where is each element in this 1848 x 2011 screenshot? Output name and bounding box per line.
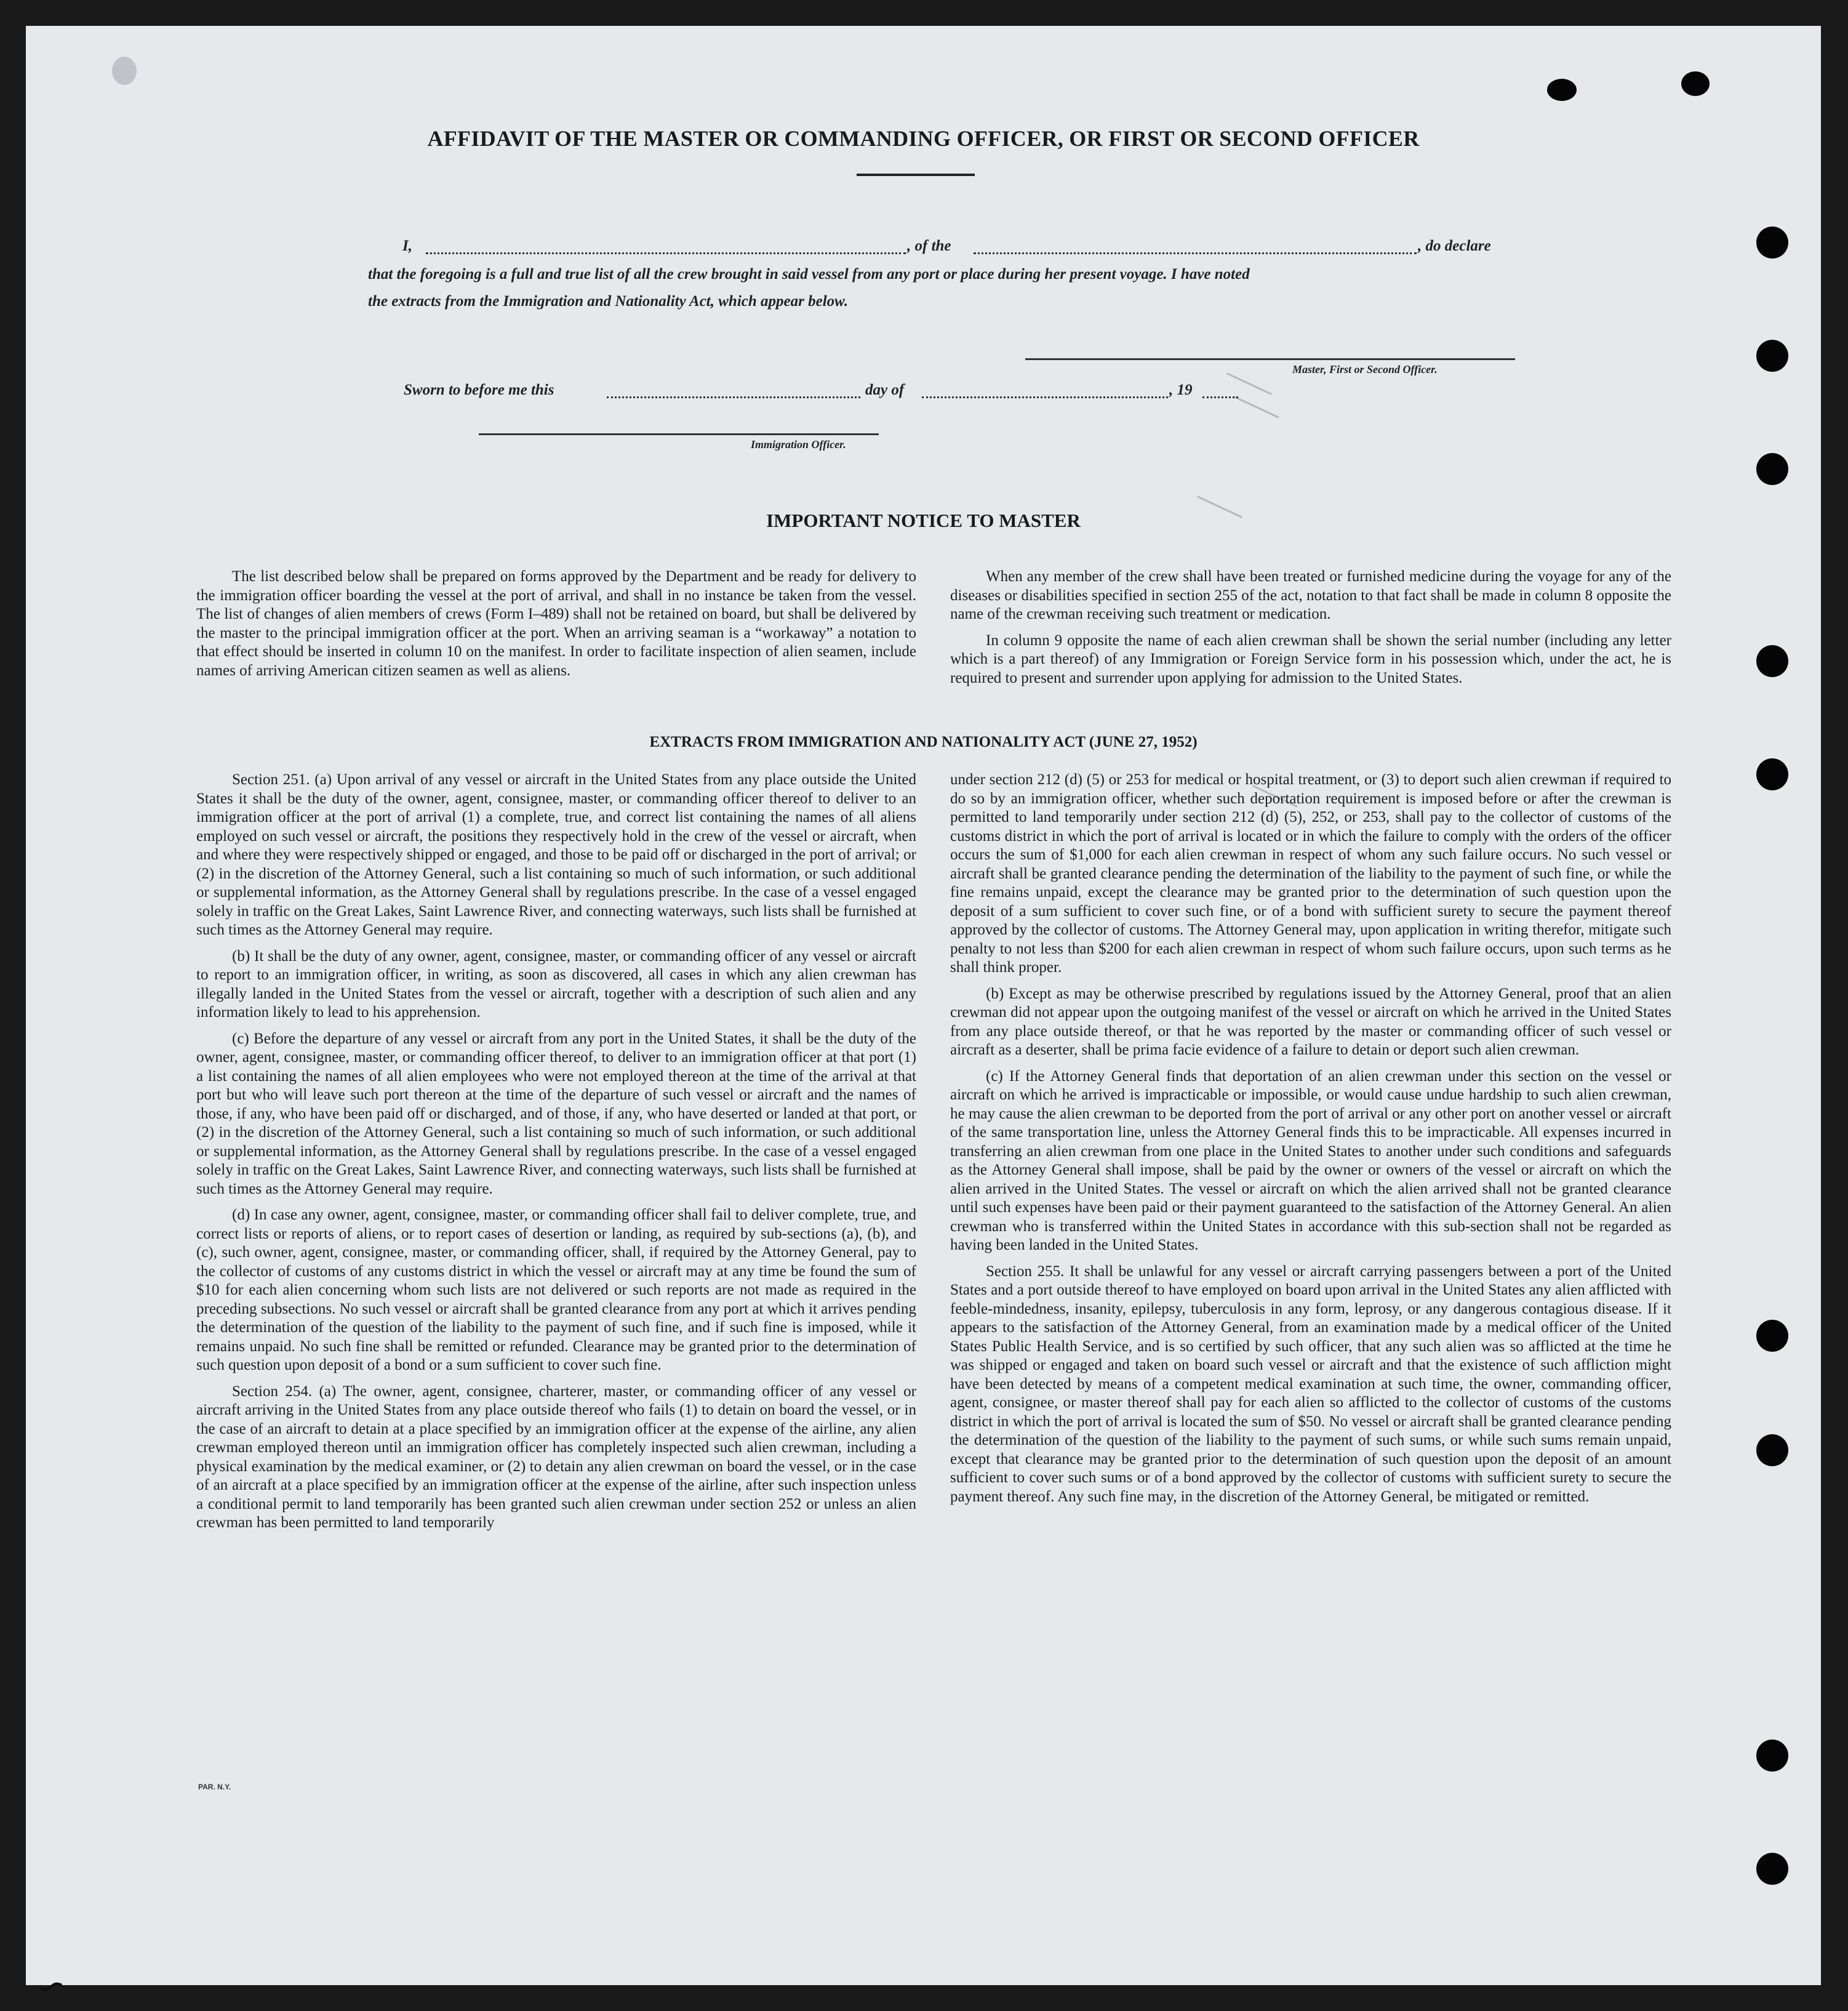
smudge-mark bbox=[112, 57, 137, 85]
binder-hole-icon bbox=[1681, 71, 1710, 96]
notice-left-paragraph: The list described below shall be prepared on forms approved by the Department and be ready for delivery to the immigration officer boarding the vessel at the port of arrival, and shall in no instance be taken from the vessel. The list of changes of alien members of crews (Form I–489) shall not be retained on board, but shall be delivered by the master to the principal immigration officer at the port. When an arriving seaman is a “workaway” a notation to that effect should be inserted in column 10 on the manifest. In order to facilitate inspection of alien seamen, include names of arriving American citizen seamen as well as aliens. bbox=[196, 568, 916, 679]
title-underline bbox=[857, 174, 975, 176]
extracts-right-column bbox=[950, 771, 1671, 1514]
sworn-day-field-line[interactable] bbox=[607, 396, 860, 398]
handwritten-mark: ∽ bbox=[30, 1961, 71, 2010]
section-251-c: (c) Before the departure of any vessel or aircraft from any port in the United States, it shall be the duty of the owner, agent, consignee, master, or commanding officer thereof, to deliver to an immigration officer at that port (1) a list containing the names of all alien employees who were not employed thereon at the time of the arrival at that port but who will leave such port thereon at the time of the departure of such vessel or aircraft and the names of those, if any, who have been paid off or discharged, and of those, if any, who have deserted or landed at that port, or (2) in the discretion of the Attorney General, such a list containing so much of such information, or such additional or supplemental information, as the Attorney General shall by regulations prescribe. In the case of a vessel engaged solely in traffic on the Great Lakes, Saint Lawrence River, and connecting waterways, such lists shall be furnished at such times as the Attorney General may require. bbox=[196, 1030, 916, 1197]
section-255: Section 255. It shall be unlawful for any vessel or aircraft carrying passengers between a port of the United States and a port outside thereof to have employed on board upon arrival in the United States any alien afflicted with feeble-mindedness, insanity, epilepsy, tuberculosis in any form, leprosy, or any dangerous contagious disease. If it appears to the satisfaction of the Attorney General, from an examination made by a medical officer of the United States Public Health Service, and is so certified by such officer, that any such alien was so afflicted at the time he was shipped or engaged and taken on board such vessel or aircraft and that the existence of such affliction might have been detected by means of a competent medical examination at such time, the owner, commanding officer, agent, consignee, or master thereof shall pay for each alien so afflicted to the collector of customs of the customs district in which the port of arrival is located the sum of $50. No vessel or aircraft shall be granted clearance pending the determination of the question of the liability to the payment of such sums, or while such sums remain unpaid, except that clearance may be granted prior to the determination of such question upon the deposit of an amount sufficient to cover such sums or of a bond approved by the collector of customs with sufficient surety to secure the payment thereof. Any such fine may, in the discretion of the Attorney General, be mitigated or remitted. bbox=[950, 1262, 1671, 1505]
sworn-label: Sworn to before me this bbox=[404, 382, 554, 398]
scratch-mark bbox=[1234, 396, 1279, 419]
binder-hole-icon bbox=[1547, 79, 1577, 101]
officer-signature-caption: Immigration Officer. bbox=[751, 438, 846, 451]
notice-title: IMPORTANT NOTICE TO MASTER bbox=[766, 510, 1081, 531]
section-254-b: (b) Except as may be otherwise prescribed by regulations issued by the Attorney General, proof that an alien crewman did not appear upon the outgoing manifest of the vessel or aircraft on which he arrived in the United States from any place outside thereof, or that he was reported by the master or commanding officer of such vessel or aircraft as a deserter, shall be prima facie evidence of a failure to detain or deport such alien crewman. bbox=[950, 985, 1671, 1058]
binder-hole-icon bbox=[1756, 1320, 1788, 1352]
sworn-year-field-line[interactable] bbox=[1202, 396, 1238, 398]
of-the-label: , of the bbox=[907, 238, 951, 254]
section-251-d: (d) In case any owner, agent, consignee, master, or commanding officer shall fail to deliver complete, true, and correct lists or reports of aliens, or to report cases of desertion or landing, as required by sub-sections (a), (b), and (c), such owner, agent, consignee, master, or commanding officer, shall, if required by the Attorney General, pay to the collector of customs of any customs district in which the vessel or aircraft may at any time be found the sum of $10 for each alien concerning whom such lists are not delivered or such reports are not made as required in the preceding subsections. No such vessel or aircraft shall be granted clearance from any port at which it arrives pending the determination of the question of the liability to the payment of such fine, and if such fine is imposed, while it remains unpaid. No such fine shall be remitted or refunded. Clearance may be granted prior to the determination of such question upon deposit of a bond or a sum sufficient to cover such fine. bbox=[196, 1206, 916, 1373]
section-254-c: (c) If the Attorney General finds that deportation of an alien crewman under this section on the vessel or aircraft on which he arrived is impracticable or impossible, or would cause undue hardship to such alien crewman, he may cause the alien crewman to be deported from the port of arrival or any other port on another vessel or aircraft of the same transportation line, unless the Attorney General finds this to be impracticable. All expenses incurred in transferring an alien crewman from one place in the United States to another under such conditions and safeguards as the Attorney General shall impose, shall be paid by the owner or owners of the vessel or aircraft on which the alien arrived in the United States. The vessel or aircraft on which the alien arrived shall not be granted clearance until such expenses have been paid or their payment guaranteed to the satisfaction of the Attorney General. An alien crewman who is transferred within the United States in accordance with this sub-section shall not be regarded as having been landed in the United States. bbox=[950, 1067, 1671, 1253]
section-251-b: (b) It shall be the duty of any owner, agent, consignee, master, or commanding officer of any vessel or aircraft to report to an immigration officer, in writing, as soon as discovered, all cases in which any alien crewman has illegally landed in the United States from the vessel or aircraft, together with a description of such alien and any information likely to lead to his apprehension. bbox=[196, 947, 916, 1021]
document-page bbox=[26, 26, 1821, 2010]
scratch-mark bbox=[1226, 372, 1272, 395]
i-label: I, bbox=[402, 238, 412, 254]
binder-hole-icon bbox=[1756, 340, 1788, 372]
section-254-a-continued: under section 212 (d) (5) or 253 for medical or hospital treatment, or (3) to deport such alien crewman if required to do so by an immigration officer, whether such deportation requirement is imposed before or after the crewman is permitted to land temporarily under section 212 (d) (5), 252, or 253, shall pay to the collector of customs of the customs district in which the port of arrival is located or in which the failure to comply with the orders of the officer occurs the sum of $1,000 for each alien crewman in respect of whom any such failure occurs. No such vessel or aircraft shall be granted clearance pending the determination of the liability to the payment of such fine, or while the fine remains unpaid, except the clearance may be granted prior to the determination of such question upon the deposit of a sum sufficient to cover such fine, or of a bond with sufficient surety to secure the payment thereof approved by the collector of customs. The Attorney General may, upon application in writing therefor, mitigate such penalty to not less than $200 for each alien crewman in respect of whom such failure occurs, upon such terms as he shall think proper. bbox=[950, 771, 1671, 976]
year-label: , 19 bbox=[1169, 382, 1193, 398]
binder-hole-icon bbox=[1756, 453, 1788, 485]
extracts-left-column bbox=[196, 771, 916, 1540]
extracts-heading: EXTRACTS FROM IMMIGRATION AND NATIONALITY ACT (JUNE 27, 1952) bbox=[649, 734, 1198, 750]
do-declare-label: , do declare bbox=[1418, 238, 1491, 254]
affidavit-title: AFFIDAVIT OF THE MASTER OR COMMANDING OFFICER, OR FIRST OR SECOND OFFICER bbox=[427, 126, 1420, 151]
statement-line-1: that the foregoing is a full and true list of all the crew brought in said vessel from any port or place during her present voyage. I have noted bbox=[368, 266, 1250, 283]
notice-left-column bbox=[196, 568, 916, 688]
statement-line-2: the extracts from the Immigration and Nationality Act, which appear below. bbox=[368, 293, 849, 310]
master-signature-line[interactable] bbox=[1025, 358, 1515, 360]
vessel-field-line[interactable] bbox=[974, 252, 1417, 254]
binder-hole-icon bbox=[1756, 758, 1788, 790]
notice-right-column bbox=[950, 568, 1671, 695]
binder-hole-icon bbox=[1756, 1853, 1788, 1885]
section-254-a: Section 254. (a) The owner, agent, consignee, charterer, master, or commanding officer of any vessel or aircraft arriving in the United States from any place outside thereof who fails (1) to detain on board the vessel, or in the case of an aircraft to detain at a place specified by an immigration officer at the expense of the airline, any alien crewman employed thereon until an immigration officer has completely inspected such alien crewman, including a physical examination by the medical examiner, or (2) to detain any alien crewman on board the vessel, or in the case of an aircraft at a place specified by an immigration officer at the expense of the airline, after such inspection unless a conditional permit to land temporarily has been granted such alien crewman under section 252 or unless an alien crewman has been permitted to land temporarily bbox=[196, 1383, 916, 1531]
officer-signature-line[interactable] bbox=[479, 433, 879, 435]
notice-right-paragraph-1: When any member of the crew shall have been treated or furnished medicine during the voyage for any of the diseases or disabilities specified in section 255 of the act, notation to that fact shall be made in column 8 opposite the name of the crewman receiving such treatment or medication. bbox=[950, 568, 1671, 622]
sworn-month-field-line[interactable] bbox=[922, 396, 1168, 398]
notice-right-paragraph-2: In column 9 opposite the name of each alien crewman shall be shown the serial number (including any letter which is a part thereof) of any Immigration or Foreign Service form in his possession which, under the act, he is required to present and surrender upon applying for admission to the United States. bbox=[950, 632, 1671, 686]
section-251-a: Section 251. (a) Upon arrival of any vessel or aircraft in the United States from any place outside the United States it shall be the duty of the owner, agent, consignee, master, or commanding officer thereof to deliver to an immigration officer at the port of arrival (1) a complete, true, and correct list containing the names of all aliens employed on such vessel or aircraft, the positions they respectively hold in the crew of the vessel or aircraft, when and where they were respectively shipped or engaged, and those to be paid off or discharged in the port of arrival; or (2) in the discretion of the Attorney General, such a list containing so much of such information, or such additional or supplemental information, as the Attorney General shall by regulations prescribe. In the case of a vessel engaged solely in traffic on the Great Lakes, Saint Lawrence River, and connecting waterways, such lists shall be furnished at such times as the Attorney General may require. bbox=[196, 771, 916, 938]
master-signature-caption: Master, First or Second Officer. bbox=[1292, 363, 1438, 375]
binder-hole-icon bbox=[1756, 1434, 1788, 1466]
day-of-label: day of bbox=[865, 382, 905, 398]
binder-hole-icon bbox=[1756, 1740, 1788, 1772]
form-code: PAR. N.Y. bbox=[198, 1783, 231, 1791]
binder-hole-icon bbox=[1756, 227, 1788, 259]
name-field-line[interactable] bbox=[426, 252, 906, 254]
binder-hole-icon bbox=[1756, 645, 1788, 677]
